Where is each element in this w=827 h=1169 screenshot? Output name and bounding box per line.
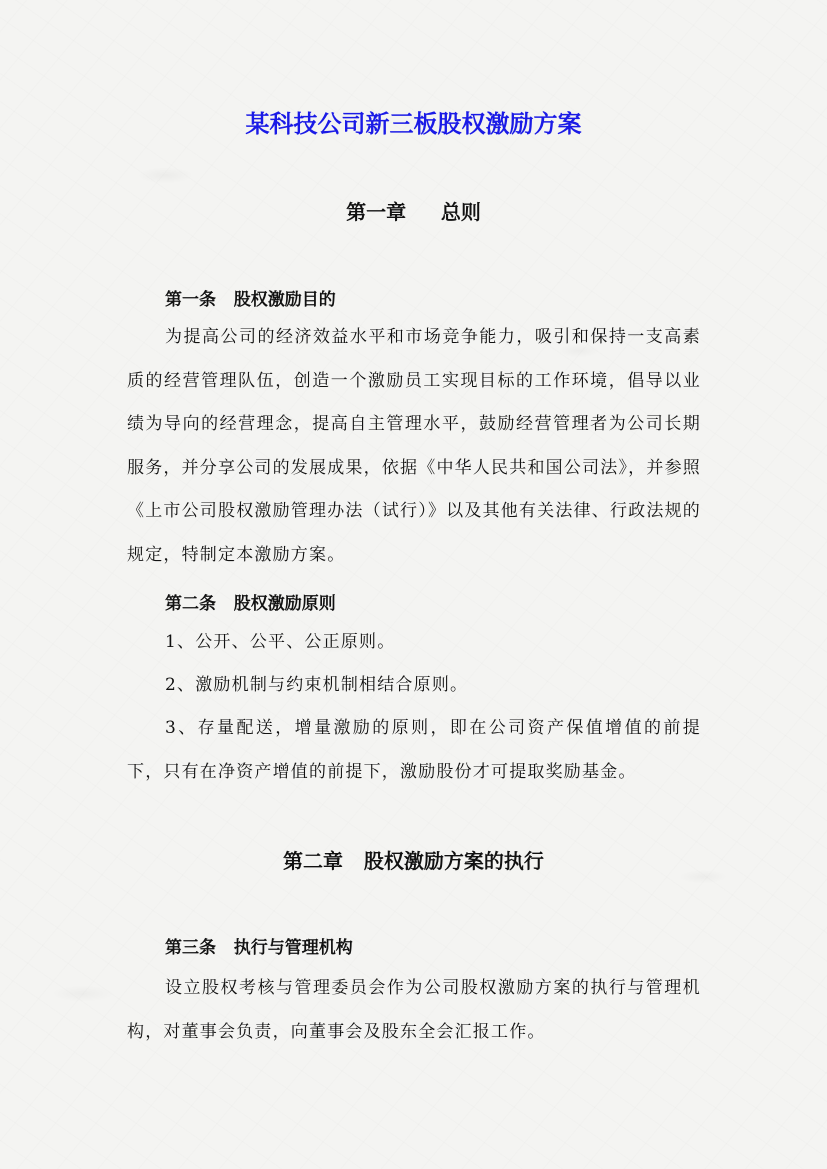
article-3-heading: 第三条 执行与管理机构 [165,938,353,958]
article-2-item-1: 1、公开、公平、公正原则。 [165,632,396,652]
article-2-item-2: 2、激励机制与约束机制相结合原则。 [165,675,469,695]
article-3-body: 设立股权考核与管理委员会作为公司股权激励方案的执行与管理机构，对董事会负责，向董事会及股东全会汇报工作。 [127,978,701,1042]
article-2-heading: 第二条 股权激励原则 [165,594,336,614]
document-title: 某科技公司新三板股权激励方案 [245,110,582,138]
chapter-1-heading: 第一章 总则 [346,200,481,224]
article-1-heading: 第一条 股权激励目的 [165,290,336,310]
chapter-2-heading: 第二章 股权激励方案的执行 [283,849,544,873]
article-1-body: 为提高公司的经济效益水平和市场竞争能力，吸引和保持一支高素质的经营管理队伍，创造一个激励员工实现目标的工作环境，倡导以业绩为导向的经营理念，提高自主管理水平，鼓励经营管理者为公司长期服务，并分享公司的发展成果，依据《中华人民共和国公司法》，并参照《上市公司股权激励管理办法（试行）》以及其他有关法律、行政法规的规定，特制定本激励方案。 [127,327,701,565]
article-2-item-3: 3、存量配送，增量激励的原则，即在公司资产保值增值的前提下，只有在净资产增值的前提下，激励股份才可提取奖励基金。 [127,718,701,782]
